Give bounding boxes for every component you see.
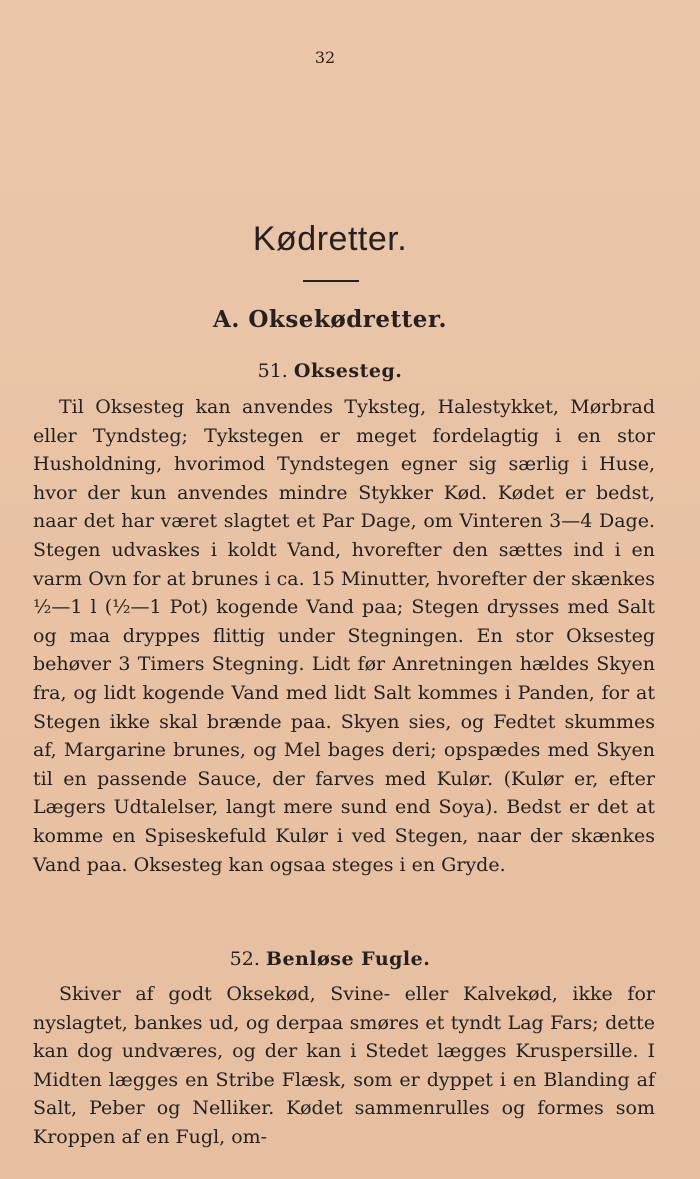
- title-divider: [303, 280, 359, 282]
- recipe-name: Benløse Fugle.: [265, 948, 431, 970]
- recipe-heading-52: [0, 948, 660, 970]
- recipe-text-52: Skiver af godt Oksekød, Svine- eller Kalvekød, ikke for nyslagtet, bankes ud, og derpaa smøres et tyndt Lag Fars; dette kan dog undværes, og der kan i Stedet lægges Kruspersille. I Midten lægges en Stribe Flæsk, som er dyppet i en Blanding af Salt, Peber og Nelliker. Kødet sammenrulles og formes som Kroppen af en Fugl, om-: [33, 983, 655, 1148]
- recipe-name: Oksesteg.: [293, 360, 403, 382]
- recipe-text-51: Til Oksesteg kan anvendes Tyksteg, Halestykket, Mørbrad eller Tyndsteg; Tykstegen er meget fordelagtig i en stor Husholdning, hvorimod Tyndstegen egner sig særlig i Huse, hvor der kun anvendes mindre Stykker Kød. Kødet er bedst, naar det har været slagtet et Par Dage, om Vinteren 3—4 Dage. Stegen udvaskes i koldt Vand, hvorefter den sættes ind i en varm Ovn for at brunes i ca. 15 Minutter, hvorefter der skænkes ½—1 l (½—1 Pot) kogende Vand paa; Stegen drysses med Salt og maa dryppes flittig under Stegningen. En stor Oksesteg behøver 3 Timers Stegning. Lidt før Anretningen hældes Skyen fra, og lidt kogende Vand med lidt Salt kommes i Panden, for at Stegen ikke skal brænde paa. Skyen sies, og Fedtet skummes af, Margarine brunes, og Mel bages deri; opspædes med Skyen til en passende Sauce, der farves med Kulør. (Kulør er, efter Lægers Udtalelser, langt mere sund end Soya). Bedst er det at komme en Spiseskefuld Kulør i ved Stegen, naar der skænkes Vand paa. Oksesteg kan ogsaa steges i en Gryde.: [33, 396, 655, 876]
- recipe-number: 51.: [257, 360, 288, 382]
- page-number: 32: [314, 48, 336, 67]
- recipe-heading-51: [0, 360, 660, 382]
- section-title: A. Oksekødretter.: [213, 306, 447, 333]
- chapter-title: Kødretter.: [252, 220, 408, 258]
- recipe-number: 52.: [229, 948, 260, 970]
